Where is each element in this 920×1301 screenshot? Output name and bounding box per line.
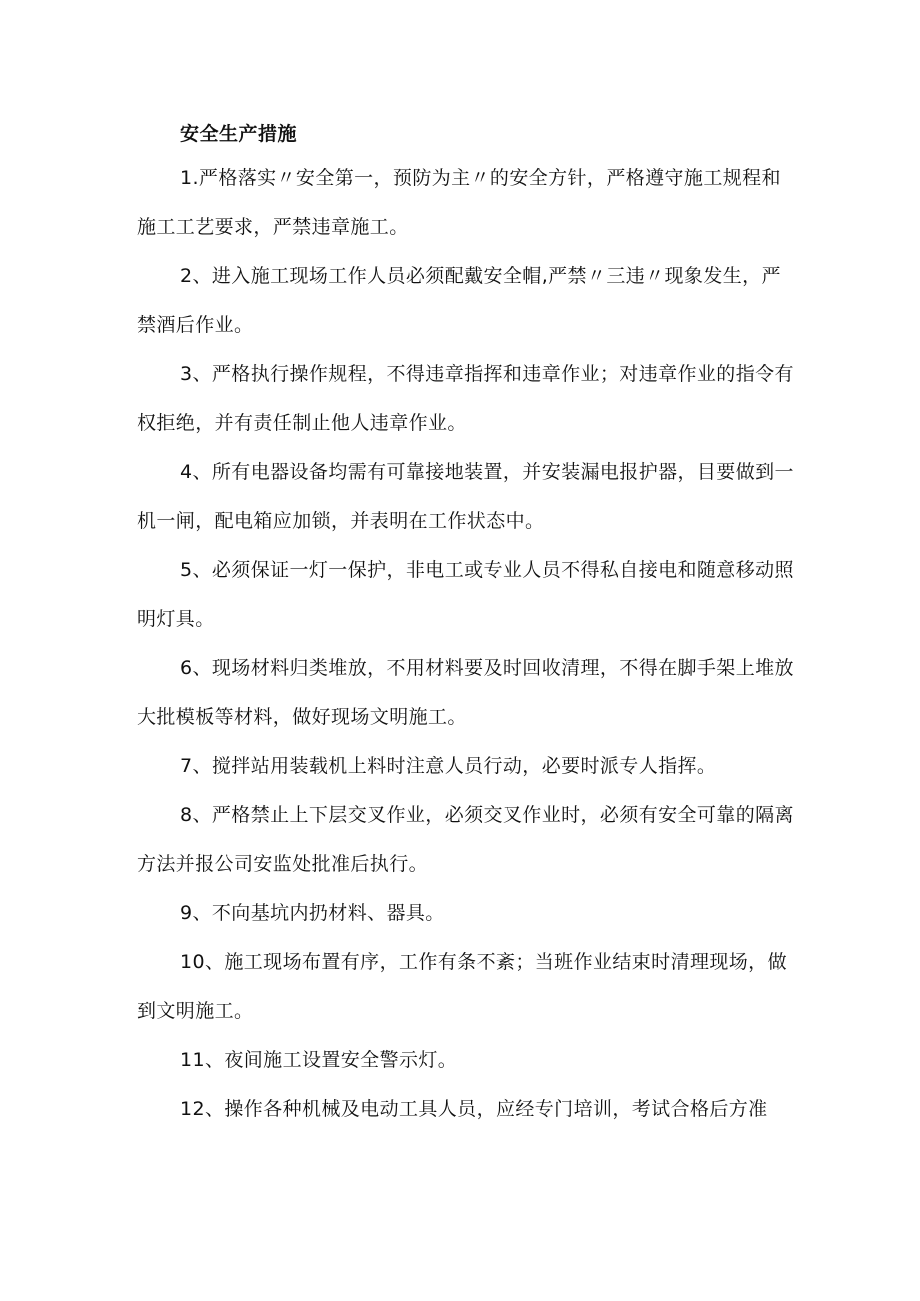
paragraph-6: 6、现场材料归类堆放，不用材料要及时回收清理，不得在脚手架上堆放大批模板等材料，做好现场文明施工。 [137, 657, 794, 728]
paragraph-12: 12、操作各种机械及电动工具人员，应经专门培训，考试合格后方准 [180, 1098, 768, 1120]
paragraph-5: 5、必须保证一灯一保护，非电工或专业人员不得私自接电和随意移动照明灯具。 [137, 559, 794, 630]
document-title: 安全生产措施 [180, 123, 298, 145]
paragraph-9: 9、不向基坑内扔材料、器具。 [180, 902, 445, 924]
paragraph-8: 8、严格禁止上下层交叉作业，必须交叉作业时，必须有安全可靠的隔离方法并报公司安监处批准后执行。 [137, 804, 794, 875]
paragraph-2: 2、进入施工现场工作人员必须配戴安全帽,严禁〃三违〃现象发生，严禁酒后作业。 [137, 265, 781, 336]
document-body [137, 114, 797, 1134]
paragraph-10: 10、施工现场布置有序，工作有条不紊；当班作业结束时清理现场，做到文明施工。 [137, 951, 787, 1022]
paragraph-7: 7、搅拌站用装载机上料时注意人员行动，必要时派专人指挥。 [180, 755, 717, 777]
paragraph-1: 1.严格落实〃安全第一，预防为主〃的安全方针，严格遵守施工规程和施工工艺要求，严禁违章施工。 [137, 167, 781, 238]
paragraph-3: 3、严格执行操作规程，不得违章指挥和违章作业；对违章作业的指令有权拒绝，并有责任制止他人违章作业。 [137, 363, 794, 434]
paragraph-4: 4、所有电器设备均需有可靠接地装置，并安装漏电报护器，目要做到一机一闸，配电箱应加锁，并表明在工作状态中。 [137, 461, 794, 532]
paragraph-11: 11、夜间施工设置安全警示灯。 [180, 1049, 458, 1071]
